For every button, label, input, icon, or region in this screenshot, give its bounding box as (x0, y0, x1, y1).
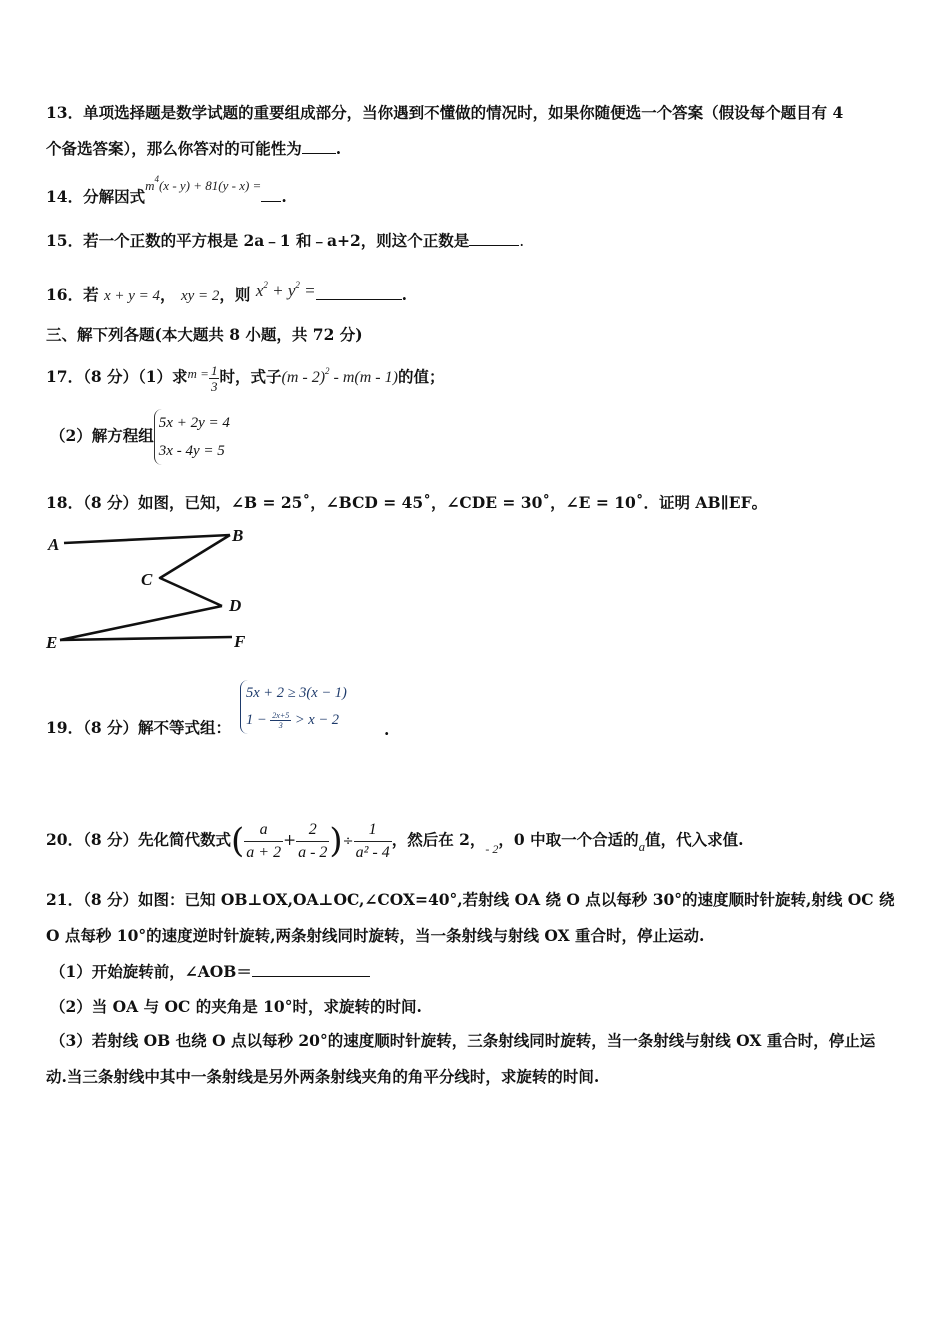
question-21-part-1 (50, 961, 370, 983)
question-17-part-2 (50, 408, 230, 465)
separator: ， (160, 285, 176, 304)
var-x: x (255, 281, 264, 300)
close-paren: ) (329, 821, 343, 861)
equation-2: 3x - 4y = 5 (158, 443, 225, 459)
label-e: E (46, 633, 58, 652)
label-d: D (229, 596, 242, 615)
period: . (335, 139, 342, 158)
question-14-label: 14．分解因式 (46, 187, 146, 206)
sum-of-squares-expression (256, 281, 316, 300)
divide-sign: ÷ (342, 834, 354, 849)
fraction-numerator: 1 (210, 362, 218, 378)
section-3-heading: 三、解下列各题(本大题共 8 小题，共 72 分) (46, 325, 363, 344)
ineq2-denominator: 3 (278, 721, 283, 731)
segment-ab (64, 535, 230, 543)
question-20-label: 20．（8 分）先化简代数式 (46, 830, 232, 849)
question-21-part-3-line-2: 动.当三条射线中其中一条射线是另外两条射线夹角的角平分线时，求旋转的时间. (46, 1067, 600, 1086)
question-13-line-1: 13．单项选择题是数学试题的重要组成部分，当你遇到不懂做的情况时，如果你随便选一个答案（假设每个题目有 4 (46, 103, 844, 122)
answer-blank-16[interactable] (316, 285, 402, 300)
label-a: A (48, 535, 60, 554)
then-text: ，则 (219, 285, 251, 304)
answer-blank-13[interactable] (302, 139, 336, 154)
ineq2-fraction (270, 711, 291, 730)
answer-blank-21-1[interactable] (252, 962, 370, 977)
question-17-end: 的值； (397, 367, 445, 386)
equation-system (154, 409, 230, 465)
question-15-text: 15．若一个正数的平方根是 2a﹣1 和﹣a+2，则这个正数是 (46, 231, 470, 250)
answer-blank-15[interactable] (469, 231, 519, 246)
question-17-expression (281, 366, 398, 386)
question-21-line-1: 21．（8 分）如图：已知 OB⊥OX,OA⊥OC,∠COX=40°,若射线 OA 绕 O 点以每秒 30°的速度顺时针旋转,射线 OC 绕 (46, 890, 895, 909)
fraction-2-denominator: a - 2 (298, 843, 328, 861)
geometry-figure-abcdef (44, 524, 264, 658)
question-19-end: . (384, 720, 390, 739)
equation-1: 5x + 2y = 4 (158, 415, 230, 431)
fraction-3-denominator: a² - 4 (355, 843, 390, 861)
question-21-line-2: O 点每秒 10°的速度逆时针旋转,两条射线同时旋转，当一条射线与射线 OX 重合时，停止运动. (46, 926, 705, 945)
part-1-text: （1）开始旋转前，∠AOB＝ (50, 962, 252, 981)
question-18-text: 18．（8 分）如图，已知，∠B = 25˚，∠BCD = 45˚，∠CDE = 30˚，∠E = 10˚．证明 AB∥EF。 (46, 493, 768, 512)
question-20-text-b: ，0 中取一个合适的 (498, 830, 639, 849)
fraction-3-numerator: 1 (354, 819, 392, 842)
open-paren: ( (231, 821, 245, 861)
question-17-mid: 时，式子 (219, 367, 282, 386)
fraction-3 (354, 819, 392, 864)
expr-exponent: 4 (154, 174, 159, 184)
expr-part-a: (m - 2) (281, 369, 326, 386)
m-equals: m = (187, 366, 209, 381)
period: . (281, 187, 287, 206)
expr-rest: (x - y) + 81(y - x) = (158, 178, 262, 193)
period: . (401, 285, 408, 304)
fraction-one-third (209, 363, 220, 394)
question-20 (46, 812, 743, 868)
answer-blank-14[interactable] (261, 187, 281, 202)
period: . (519, 232, 525, 250)
condition-product: xy = 2 (180, 288, 220, 304)
exp-y: 2 (295, 280, 300, 290)
fraction-1-numerator: a (244, 819, 283, 842)
question-17-label: 17．（8 分）（1）求 (46, 367, 188, 386)
label-f: F (234, 632, 246, 651)
question-13-text: 个备选答案），那么你答对的可能性为 (46, 139, 302, 158)
segments-bcd (160, 535, 230, 606)
fraction-2-numerator: 2 (296, 819, 329, 842)
fraction-1-denominator: a + 2 (246, 843, 282, 861)
plus-sign: + (283, 831, 297, 849)
question-17-part-1 (46, 360, 444, 394)
expr-exponent: 2 (325, 366, 330, 376)
label-c: C (141, 570, 153, 589)
label-b: B (232, 526, 244, 545)
inequality-system (240, 680, 347, 734)
var-y: y (287, 281, 296, 300)
expr-m: m (145, 178, 155, 193)
ineq2-right: > x − 2 (294, 712, 340, 728)
plus: + (267, 281, 288, 300)
inequality-1: 5x + 2 ≥ 3(x − 1) (246, 685, 347, 701)
segment-de (60, 606, 222, 640)
condition-sum: x + y = 4 (103, 288, 161, 304)
question-13-line-2 (46, 138, 341, 160)
part-2-label: （2）解方程组 (50, 426, 154, 445)
ineq2-left: 1 − (246, 712, 267, 728)
fraction-denominator: 3 (210, 378, 218, 394)
question-16 (46, 278, 407, 307)
fraction-2 (296, 819, 329, 864)
inequality-2 (246, 707, 347, 734)
question-14-expression (145, 174, 262, 193)
question-14 (46, 174, 287, 209)
ineq2-numerator: 2x+5 (272, 711, 290, 721)
question-16-label: 16．若 (46, 285, 99, 304)
question-21-part-2: （2）当 OA 与 OC 的夹角是 10°时，求旋转的时间. (50, 997, 422, 1016)
value-negative-2: - 2 (485, 842, 499, 856)
variable-a: a (638, 839, 646, 854)
question-15 (46, 230, 524, 252)
question-20-text-c: 值，代入求值. (645, 830, 744, 849)
expr-part-b: - m(m - 1) (329, 369, 398, 386)
fraction-1 (244, 819, 283, 864)
question-21-part-3-line-1: （3）若射线 OB 也绕 O 点以每秒 20°的速度顺时针旋转，三条射线同时旋转，当一条射线与射线 OX 重合时，停止运 (50, 1031, 876, 1050)
question-19-label: 19．（8 分）解不等式组： (46, 718, 232, 737)
question-20-text-a: ，然后在 2， (391, 830, 486, 849)
segment-ef (60, 637, 232, 640)
exp-x: 2 (263, 280, 268, 290)
equals: = (299, 281, 316, 300)
